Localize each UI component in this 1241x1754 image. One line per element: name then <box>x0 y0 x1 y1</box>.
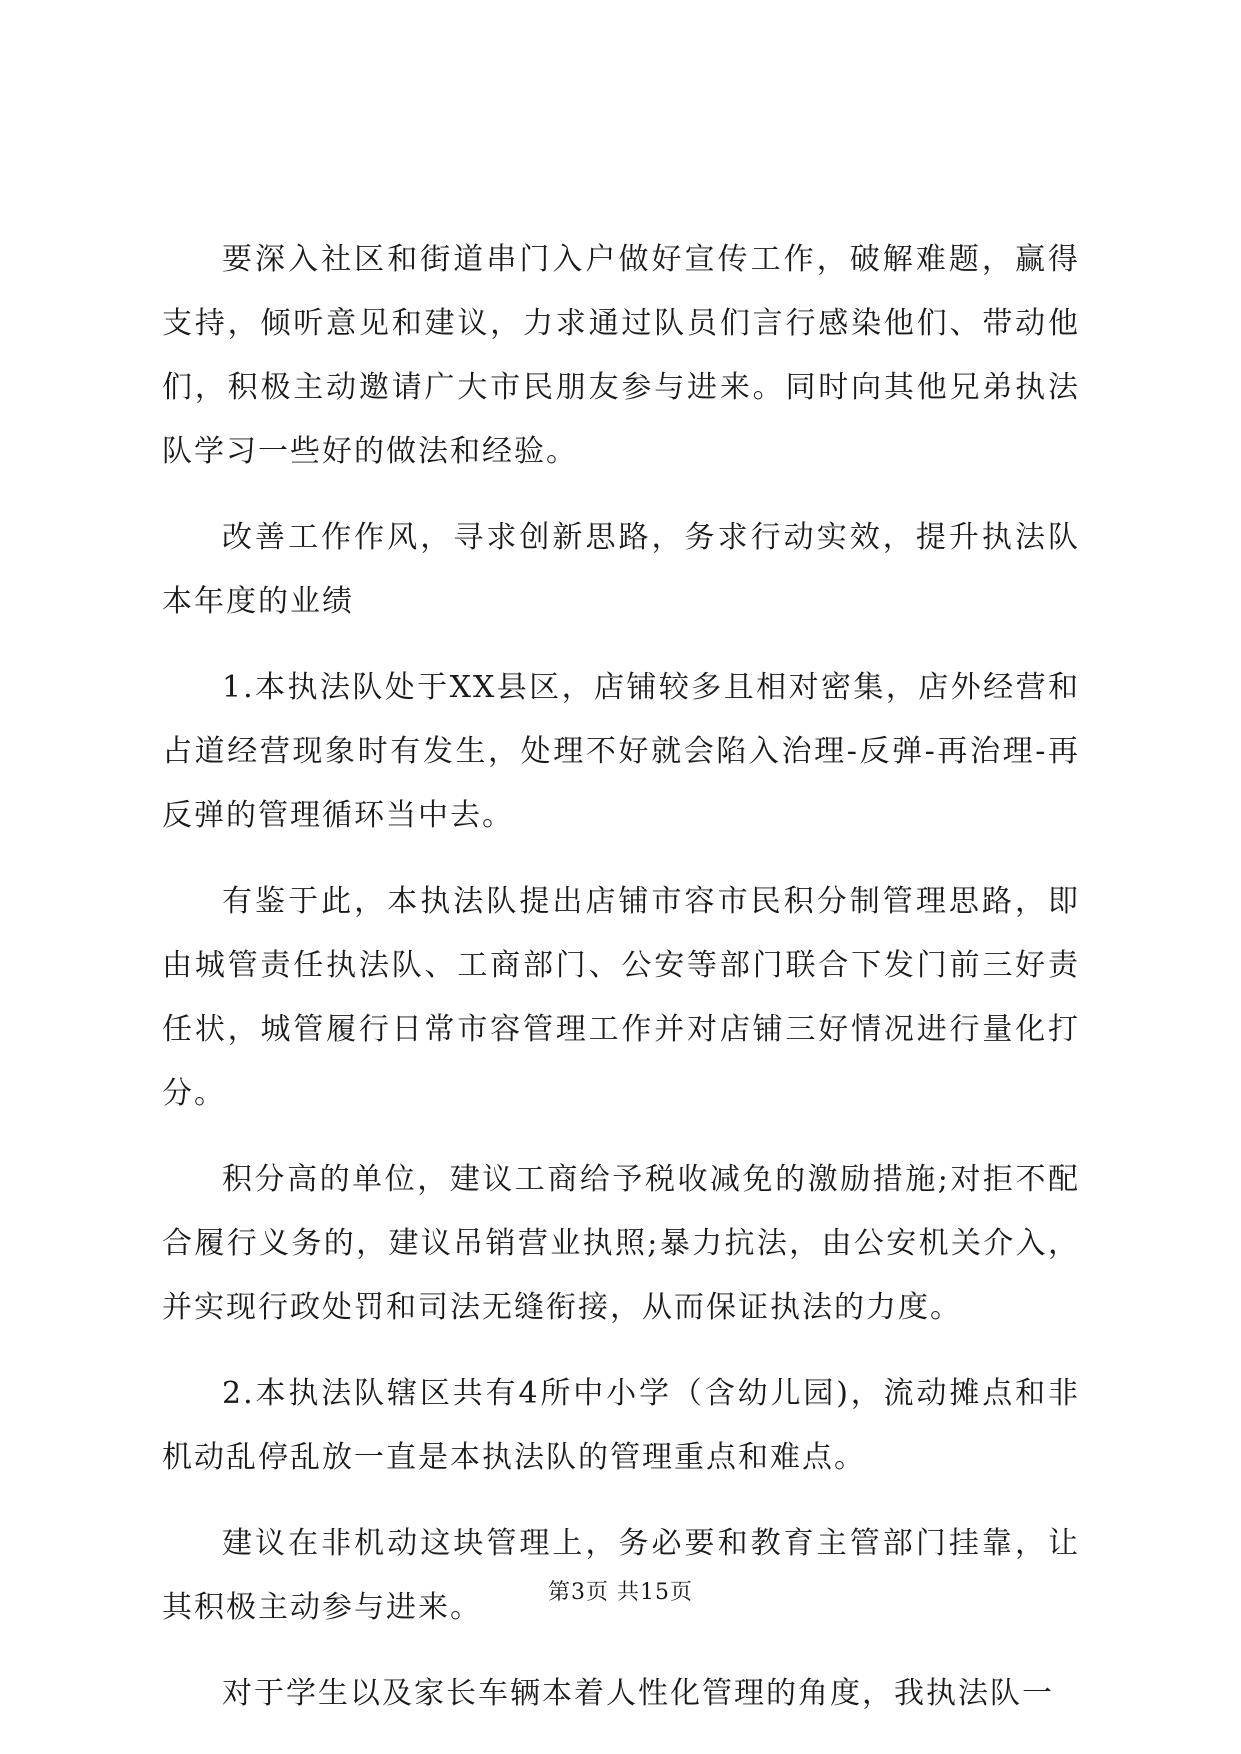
paragraph: 有鉴于此，本执法队提出店铺市容市民积分制管理思路，即由城管责任执法队、工商部门、公安等部门联合下发门前三好责任状，城管履行日常市容管理工作并对店铺三好情况进行量化打分。 <box>162 884 1080 1111</box>
paragraph: 2.本执法队辖区共有4所中小学（含幼儿园)，流动摊点和非机动乱停乱放一直是本执法队的管理重点和难点。 <box>162 1376 1080 1475</box>
paragraph: 建议在非机动这块管理上，务必要和教育主管部门挂靠，让其积极主动参与进来。 <box>162 1526 1080 1625</box>
paragraph: 1.本执法队处于XX县区，店铺较多且相对密集，店外经营和占道经营现象时有发生，处理不好就会陷入治理-反弹-再治理-再反弹的管理循环当中去。 <box>162 670 1080 833</box>
document-body <box>162 228 1080 1748</box>
paragraph: 对于学生以及家长车辆本着人性化管理的角度，我执法队一 <box>222 1676 1054 1711</box>
paragraph: 积分高的单位，建议工商给予税收减免的激励措施;对拒不配合履行义务的，建议吊销营业执照;暴力抗法，由公安机关介入，并实现行政处罚和司法无缝衔接，从而保证执法的力度。 <box>162 1162 1080 1325</box>
paragraph: 要深入社区和街道串门入户做好宣传工作，破解难题，赢得支持，倾听意见和建议，力求通过队员们言行感染他们、带动他们，积极主动邀请广大市民朋友参与进来。同时向其他兄弟执法队学习一些好的做法和经验。 <box>162 242 1080 469</box>
page-footer: 第3页 共15页 <box>548 1580 693 1605</box>
paragraph: 改善工作作风，寻求创新思路，务求行动实效，提升执法队本年度的业绩 <box>162 520 1080 619</box>
